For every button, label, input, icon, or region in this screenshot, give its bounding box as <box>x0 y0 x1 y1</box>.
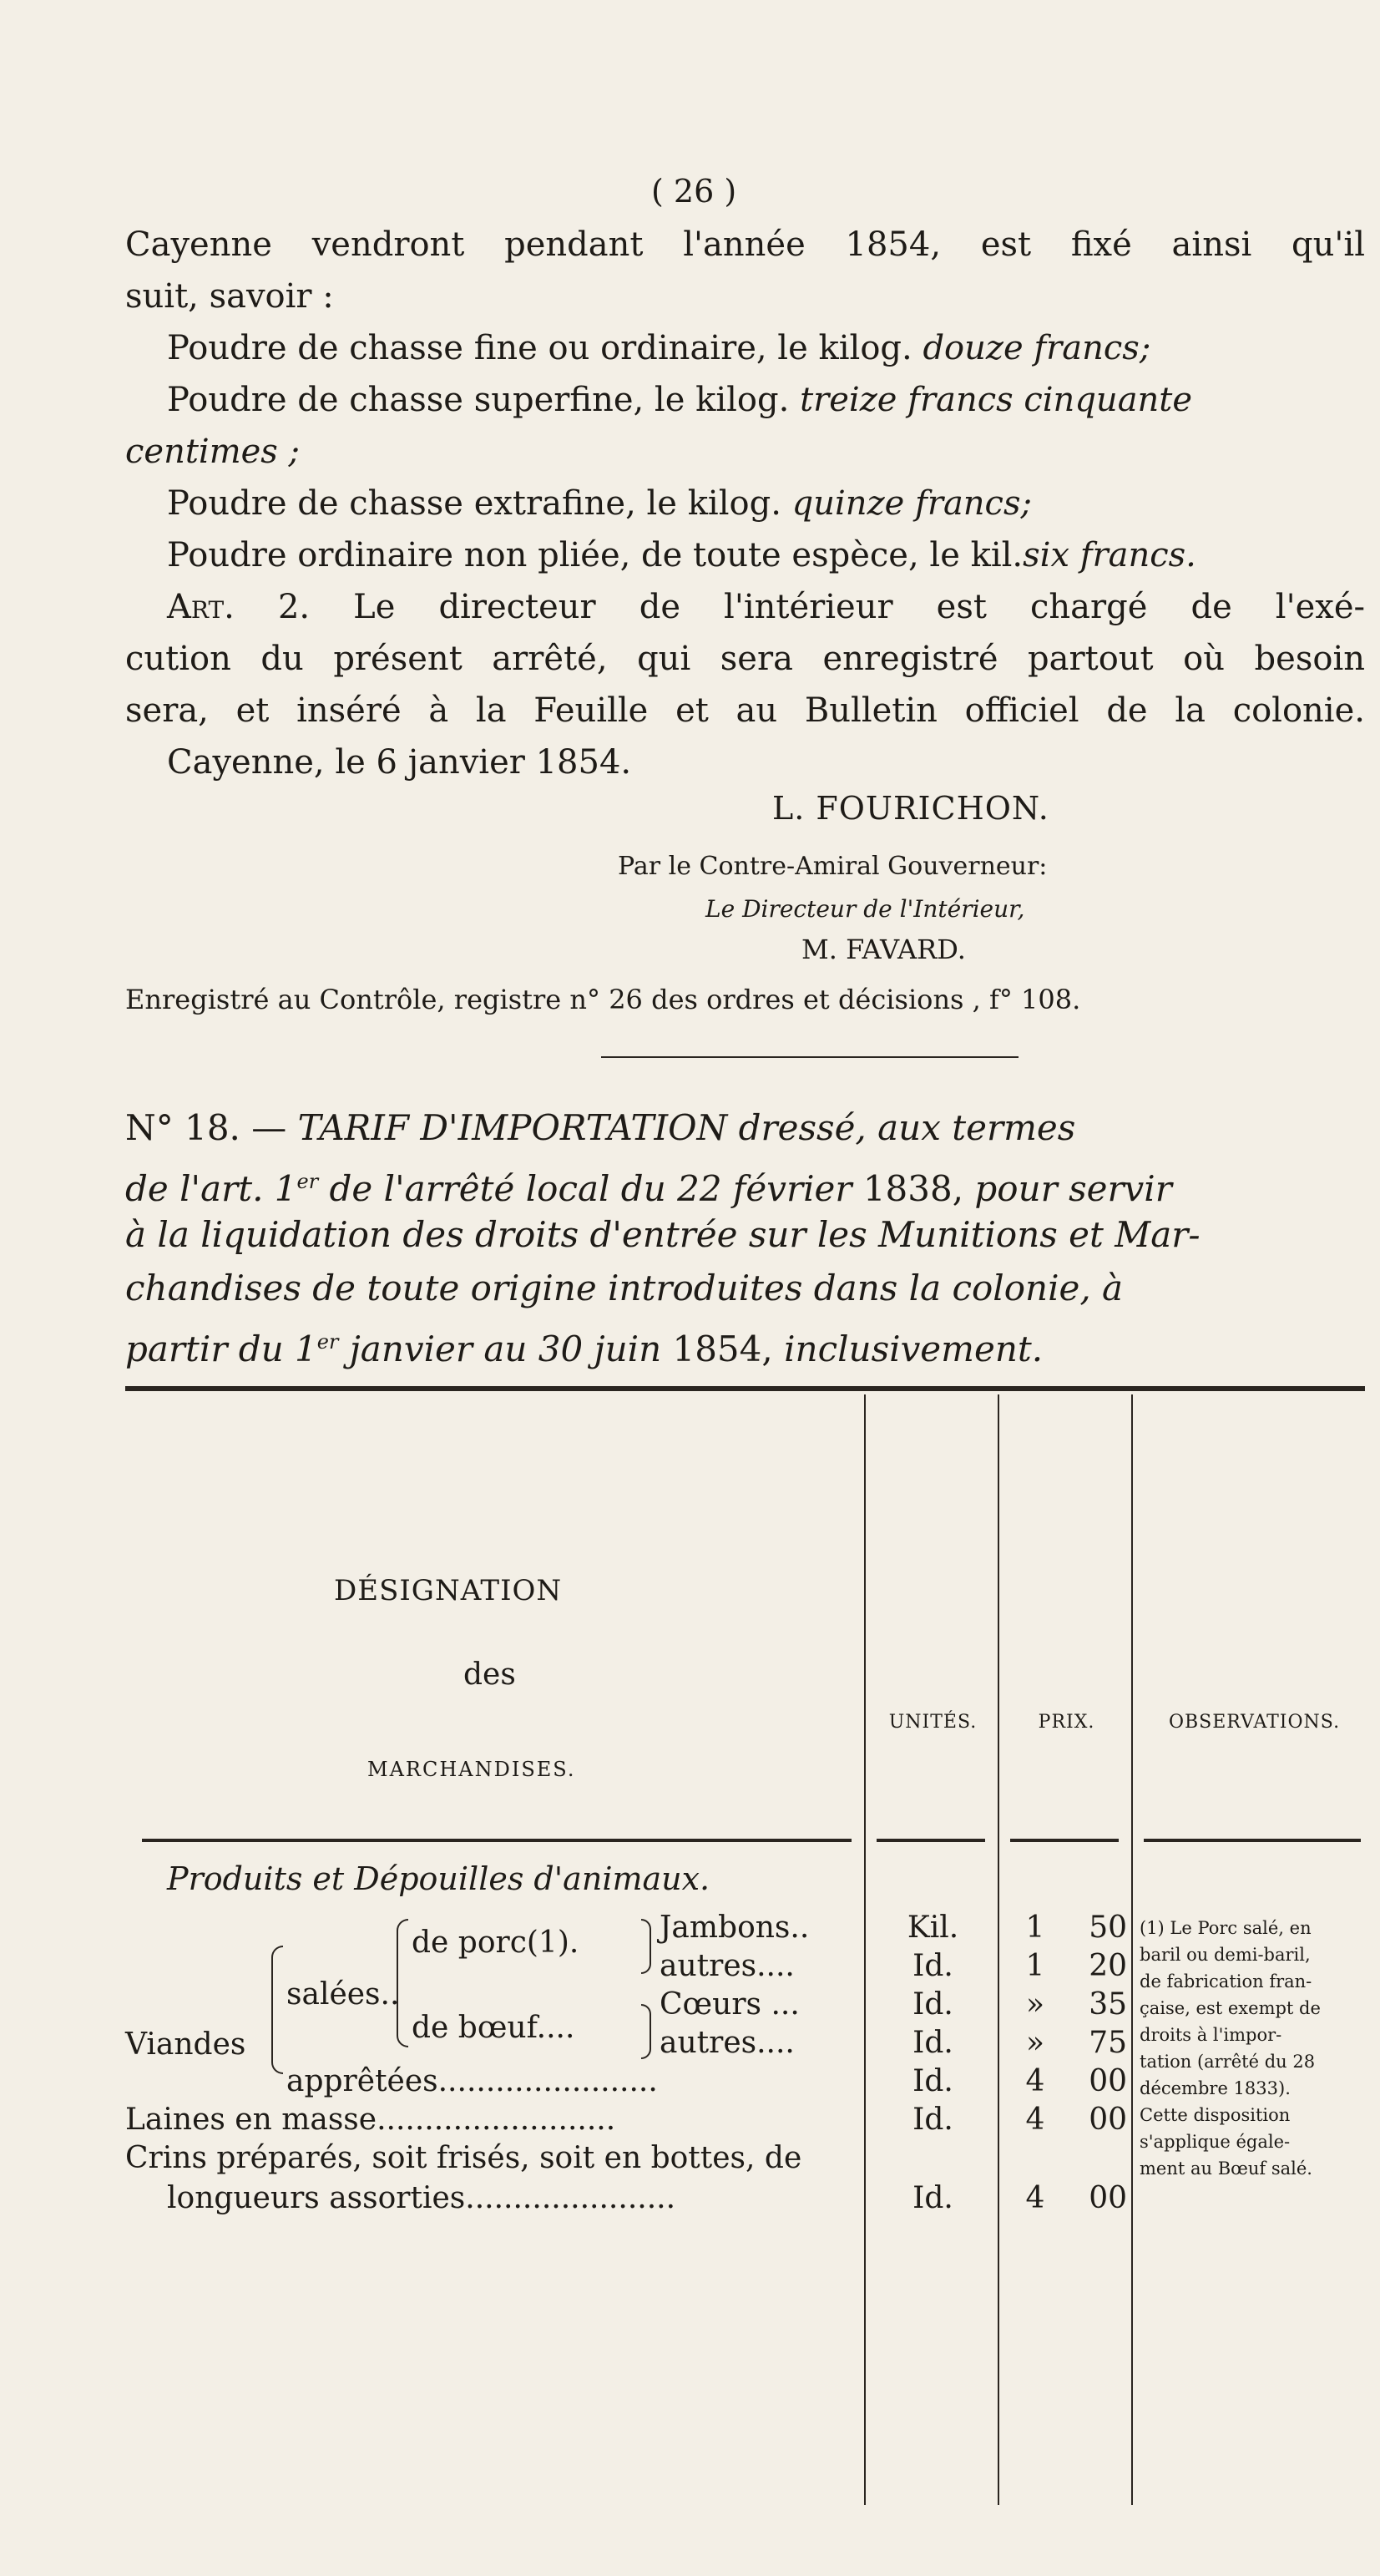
observation-line: (1) Le Porc salé, en <box>1140 1918 1312 1938</box>
observation-line: çaise, est exempt de <box>1140 1998 1321 2018</box>
price-line-4-text: Poudre ordinaire non pliée, de toute espèce, le kil. <box>167 536 1024 574</box>
observation-line: tation (arrêté du 28 <box>1140 2052 1316 2072</box>
header-rule-observations <box>1144 1839 1361 1842</box>
signature-par: Par le Contre-Amiral Gouverneur: <box>618 852 1048 881</box>
price-line-4 <box>167 529 1196 581</box>
price-centimes: 00 <box>1089 2181 1127 2215</box>
section-line-2a: de l'art. 1 <box>125 1168 297 1209</box>
unit-cell: Kil. <box>907 1910 959 1945</box>
price-line-1-amount: douze francs; <box>923 329 1151 367</box>
brace-salees <box>397 1919 408 2047</box>
signature-role: Le Directeur de l'Intérieur, <box>705 895 1025 923</box>
section-line-1 <box>125 1102 1075 1154</box>
section-line-5c: 1854, <box>661 1328 785 1369</box>
table-col-divider-1 <box>864 1394 866 2505</box>
label-viandes: Viandes <box>125 2027 246 2062</box>
price-centimes: 35 <box>1089 1987 1127 2022</box>
section-line-2-sup: er <box>296 1170 319 1193</box>
unit-cell: Id. <box>912 1949 953 1983</box>
section-line-2d: pour servir <box>974 1168 1172 1209</box>
header-rule-unites <box>877 1839 985 1842</box>
price-centimes: 00 <box>1089 2064 1127 2098</box>
brace-viandes <box>271 1946 283 2074</box>
section-line-2c: 1838, <box>852 1168 975 1209</box>
label-coeurs: Cœurs ... <box>660 1987 800 2022</box>
brace-boeuf <box>641 2004 651 2059</box>
section-line-2b: de l'arrêté local du 22 février <box>318 1168 852 1209</box>
price-line-1-text: Poudre de chasse fine ou ordinaire, le kilog. <box>167 329 912 367</box>
header-unites: UNITÉS. <box>888 1712 978 1733</box>
section-line-3: à la liquidation des droits d'entrée sur les Munitions et Mar- <box>125 1214 1201 1255</box>
price-centimes: 00 <box>1089 2103 1127 2137</box>
article-text: 2. Le directeur de l'intérieur est chargé de l'exé- <box>277 588 1366 626</box>
price-francs: » <box>1025 2026 1045 2060</box>
price-francs: 1 <box>1025 1949 1045 1983</box>
observation-line: décembre 1833). <box>1140 2078 1291 2098</box>
intro-line-1: Cayenne vendront pendant l'année 1854, est fixé ainsi qu'il <box>125 225 1365 264</box>
header-designation-3: MARCHANDISES. <box>367 1758 576 1781</box>
header-designation-1: DÉSIGNATION <box>334 1574 563 1607</box>
observation-line: de fabrication fran- <box>1140 1971 1312 1991</box>
header-prix: PRIX. <box>1038 1712 1095 1733</box>
label-crins-2: longueurs assorties...................... <box>167 2181 676 2215</box>
price-centimes: 50 <box>1089 1910 1127 1945</box>
table-col-divider-2 <box>998 1394 999 2505</box>
price-line-4-amount: six francs. <box>1023 536 1196 574</box>
price-francs: 1 <box>1025 1910 1045 1945</box>
signature-director: M. FAVARD. <box>801 934 966 965</box>
section-line-5a: partir du 1 <box>125 1328 317 1369</box>
unit-cell: Id. <box>912 1987 953 2022</box>
section-line-5b: janvier au 30 juin <box>338 1328 662 1369</box>
label-boeuf: de bœuf.... <box>412 2011 575 2045</box>
price-centimes: 75 <box>1089 2026 1127 2060</box>
label-jambons: Jambons.. <box>660 1910 810 1945</box>
label-crins-1: Crins préparés, soit frisés, soit en bottes, de <box>125 2141 802 2175</box>
intro-line-2: suit, savoir : <box>125 277 334 316</box>
price-line-3-text: Poudre de chasse extrafine, le kilog. <box>167 484 781 523</box>
header-rule-prix <box>1010 1839 1119 1842</box>
label-porc: de porc(1). <box>412 1926 579 1960</box>
label-autres-1: autres.... <box>660 1949 795 1983</box>
article-line-3: sera, et inséré à la Feuille et au Bulletin officiel de la colonie. <box>125 691 1365 730</box>
article-label: Art. <box>167 588 235 626</box>
section-line-5 <box>125 1316 1043 1375</box>
label-salees: salées.. <box>286 1977 400 2012</box>
article-line-2: cution du présent arrêté, qui sera enregistré partout où besoin <box>125 640 1365 678</box>
observation-line: baril ou demi-baril, <box>1140 1945 1311 1965</box>
section-line-5-sup: er <box>316 1330 339 1354</box>
label-appretees: apprêtées....................... <box>286 2064 658 2098</box>
price-francs: » <box>1025 1987 1045 2022</box>
header-observations: OBSERVATIONS. <box>1168 1712 1341 1733</box>
header-designation-2: des <box>463 1657 516 1692</box>
header-rule-designation <box>142 1839 852 1842</box>
section-line-4: chandises de toute origine introduites dans la colonie, à <box>125 1268 1124 1308</box>
signature-name: L. FOURICHON. <box>772 790 1049 827</box>
label-laines: Laines en masse......................... <box>125 2103 616 2137</box>
price-line-3 <box>167 478 1032 529</box>
article-line-1 <box>167 581 1365 633</box>
price-centimes: 20 <box>1089 1949 1127 1983</box>
price-line-2-text: Poudre de chasse superfine, le kilog. <box>167 381 790 419</box>
separator-rule <box>601 1056 1019 1058</box>
brace-porc <box>641 1919 651 1974</box>
section-number: N° 18. — <box>125 1107 287 1148</box>
section-line-5d: inclusivement. <box>784 1328 1044 1369</box>
unit-cell: Id. <box>912 2181 953 2215</box>
section-title: TARIF D'IMPORTATION dressé, aux termes <box>297 1107 1076 1148</box>
table-col-divider-3 <box>1131 1394 1133 2505</box>
observation-line: Cette disposition <box>1140 2105 1291 2125</box>
date-line: Cayenne, le 6 janvier 1854. <box>167 743 632 782</box>
unit-cell: Id. <box>912 2064 953 2098</box>
label-autres-2: autres.... <box>660 2026 795 2060</box>
unit-cell: Id. <box>912 2026 953 2060</box>
price-francs: 4 <box>1025 2064 1045 2098</box>
price-line-2-amount: treize francs cinquante <box>800 381 1193 419</box>
section-line-2 <box>125 1156 1172 1215</box>
price-line-2 <box>167 374 1192 426</box>
price-francs: 4 <box>1025 2181 1045 2215</box>
registre-note: Enregistré au Contrôle, registre n° 26 des ordres et décisions , f° 108. <box>125 984 1081 1015</box>
unit-cell: Id. <box>912 2103 953 2137</box>
price-line-1 <box>167 322 1150 374</box>
observation-line: ment au Bœuf salé. <box>1140 2158 1312 2179</box>
price-francs: 4 <box>1025 2103 1045 2137</box>
page-number: ( 26 ) <box>651 173 737 210</box>
category-title: Produits et Dépouilles d'animaux. <box>167 1860 710 1897</box>
price-line-3-amount: quinze francs; <box>791 484 1032 523</box>
observation-line: s'applique égale- <box>1140 2132 1291 2152</box>
observation-line: droits à l'impor- <box>1140 2025 1282 2045</box>
price-line-2-cont: centimes ; <box>125 433 301 471</box>
table-top-rule <box>125 1386 1365 1391</box>
